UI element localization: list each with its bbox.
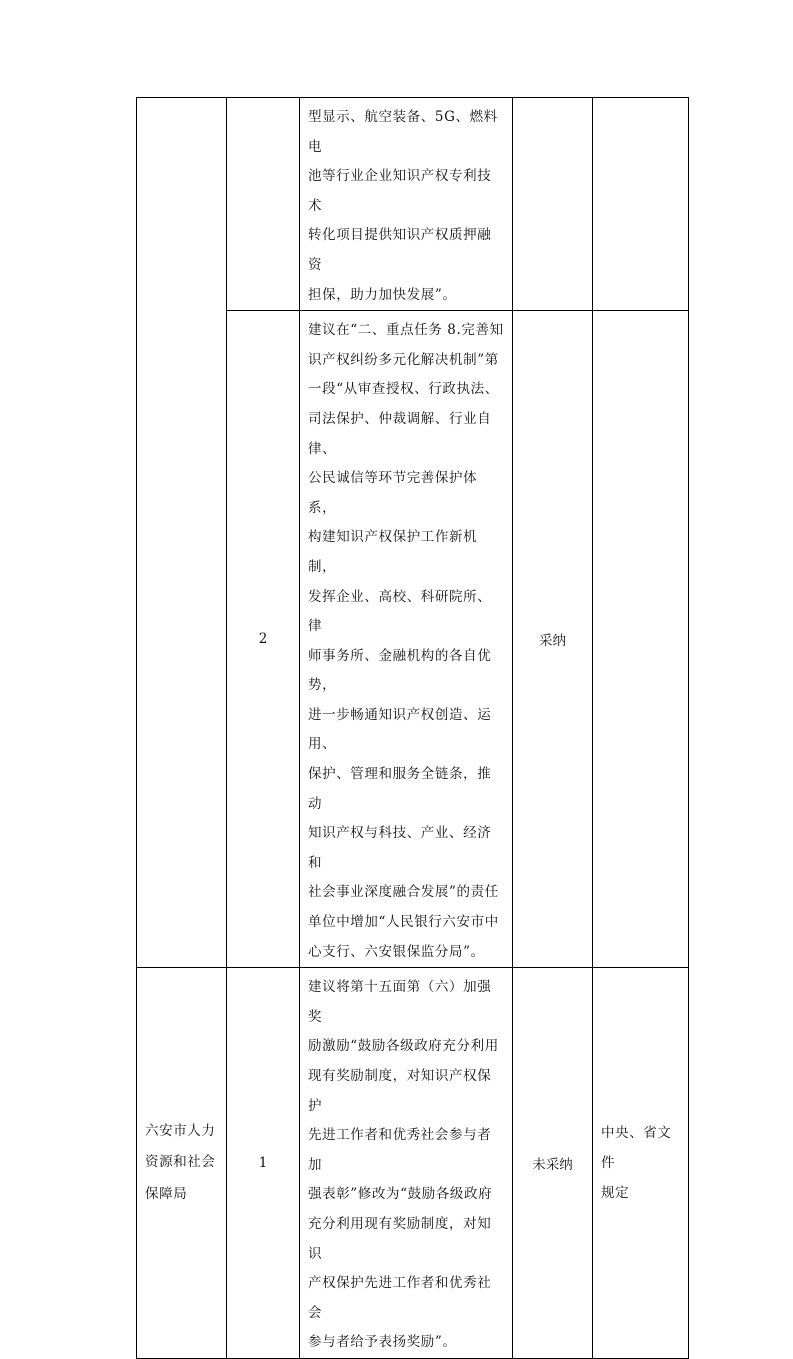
number-cell xyxy=(227,968,300,1359)
table-row xyxy=(137,968,689,1359)
unit-name: 六安市人力 资源和社会 保障局 xyxy=(145,1122,216,1202)
item-number: 1 xyxy=(258,1155,268,1172)
adoption-status: 未采纳 xyxy=(532,1157,573,1174)
table-row xyxy=(137,98,689,311)
number-cell xyxy=(227,311,300,968)
result-cell xyxy=(513,311,593,968)
number-cell xyxy=(227,98,300,311)
content-cell xyxy=(300,311,513,968)
opinion-table xyxy=(136,97,689,1359)
suggestion-text: 建议在“二、重点任务 8.完善知 识产权纠纷多元化解决机制”第 一段“从审查授权、行政执法、 司法保护、仲裁调解、行业自律、 公民诚信等环节完善保护体系， 构建知识产权保护工作新机制， 发挥企业、高校、科研院所、律 师事务所、金融机构的各自优势， 进一步畅通知识产权创造、运用、 保护、管理和服务全链条，推动 知识产权与科技、产业、经济和 社会事业深度融合发展”的责任 单位中增加“人民银行六安市中 心支行、六安银保监分局”。 xyxy=(308,322,504,960)
unit-cell xyxy=(137,968,227,1359)
result-cell xyxy=(513,968,593,1359)
content-cell xyxy=(300,968,513,1359)
adoption-status: 采纳 xyxy=(539,633,566,650)
reason-text: 中央、省文件 规定 xyxy=(601,1125,672,1202)
content-cell xyxy=(300,98,513,311)
suggestion-text: 建议将第十五面第（六）加强奖 励激励“鼓励各级政府充分利用 现有奖励制度，对知识产权保护 先进工作者和优秀社会参与者加 强表彰”修改为“鼓励各级政府 充分利用现有奖励制度，对知识 产权保护先进工作者和优秀社会 参与者给予表扬奖励”。 xyxy=(308,979,499,1351)
reason-cell xyxy=(593,311,689,968)
item-number: 2 xyxy=(258,631,268,648)
suggestion-text: 型显示、航空装备、5G、燃料电 池等行业企业知识产权专利技术 转化项目提供知识产权质押融资 担保，助力加快发展”。 xyxy=(308,109,498,303)
reason-cell xyxy=(593,968,689,1359)
unit-cell xyxy=(137,98,227,968)
reason-cell xyxy=(593,98,689,311)
result-cell xyxy=(513,98,593,311)
